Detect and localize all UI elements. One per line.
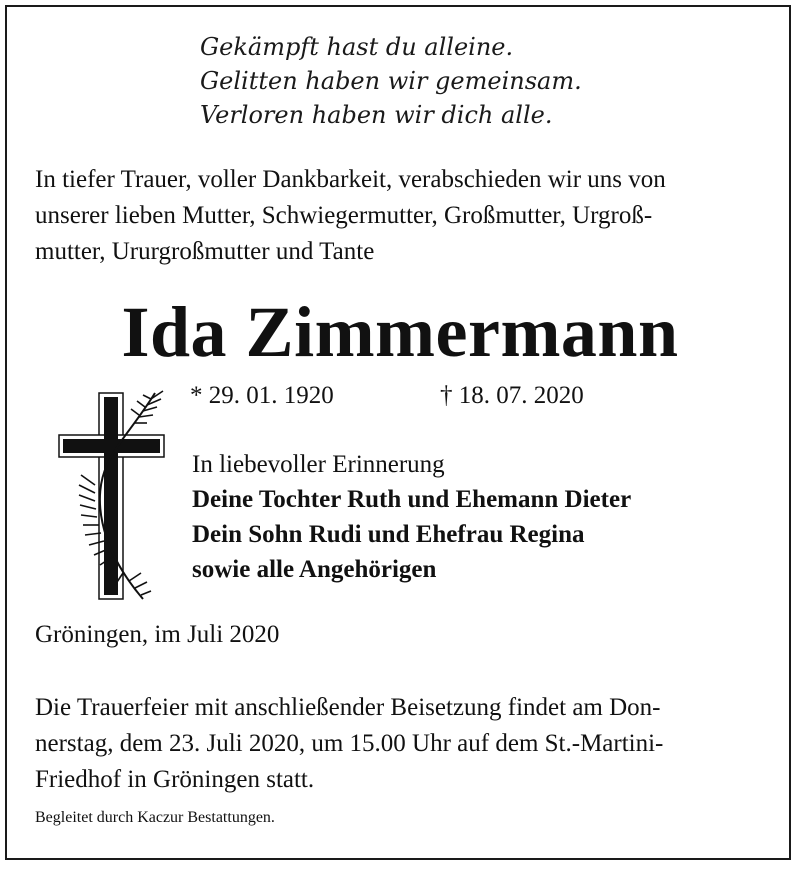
cross-with-palm-branch-icon: [55, 385, 170, 607]
place-date: Gröningen, im Juli 2020: [35, 621, 280, 648]
motto-line: Verloren haben wir dich alle.: [200, 101, 553, 129]
intro-line: mutter, Ururgroßmutter und Tante: [35, 238, 375, 265]
ceremony-line: Friedhof in Gröningen statt.: [35, 766, 315, 793]
ceremony-info: [35, 690, 770, 798]
ceremony-line: nerstag, dem 23. Juli 2020, um 15.00 Uhr auf dem St.-Martini-: [35, 730, 664, 757]
mourner-line: sowie alle Angehörigen: [192, 556, 437, 583]
motto-line: Gelitten haben wir gemeinsam.: [200, 67, 582, 95]
death-date: † 18. 07. 2020: [440, 382, 584, 409]
deceased-name: Ida Zimmermann: [121, 292, 679, 372]
motto-line: Gekämpft hast du alleine.: [200, 33, 514, 61]
memory-intro: In liebevoller Erinnerung: [192, 451, 445, 478]
mourner-line: Deine Tochter Ruth und Ehemann Dieter: [192, 486, 632, 513]
funeral-home-credit: Begleitet durch Kaczur Bestattungen.: [35, 809, 275, 826]
intro-line: unserer lieben Mutter, Schwiegermutter, Großmutter, Urgroß-: [35, 202, 653, 229]
intro-line: In tiefer Trauer, voller Dankbarkeit, verabschieden wir uns von: [35, 166, 666, 193]
memory-block: [192, 447, 631, 587]
intro-text: [35, 162, 770, 270]
ceremony-line: Die Trauerfeier mit anschließender Beisetzung findet am Don-: [35, 694, 661, 721]
birth-date: * 29. 01. 1920: [190, 382, 334, 409]
mourner-line: Dein Sohn Rudi und Ehefrau Regina: [192, 521, 585, 548]
motto: [200, 30, 582, 132]
